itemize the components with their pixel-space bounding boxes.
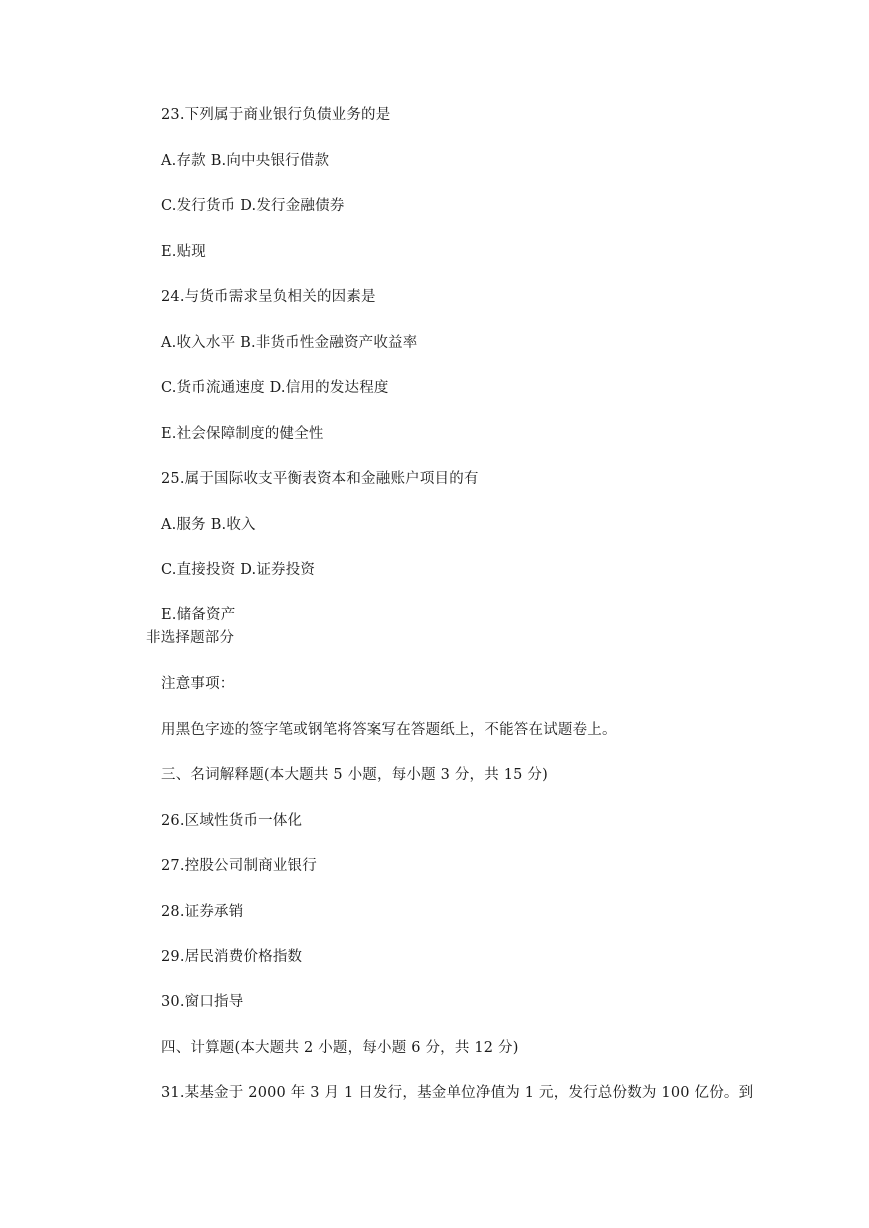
- notice-text: 用黑色字迹的签字笔或钢笔将答案写在答题纸上，不能答在试题卷上。: [161, 722, 617, 738]
- question-23-stem: 23.下列属于商业银行负债业务的是: [161, 107, 391, 123]
- question-24-stem: 24.与货币需求呈负相关的因素是: [161, 289, 376, 305]
- question-23-options-ab: A.存款 B.向中央银行借款: [161, 153, 330, 169]
- question-28: 28.证券承销: [161, 904, 244, 920]
- question-23-option-e: E.贴现: [161, 244, 206, 260]
- question-24-options-ab: A.收入水平 B.非货币性金融资产收益率: [161, 335, 418, 351]
- question-25-option-e: E.储备资产: [161, 607, 236, 623]
- section-heading-non-choice: 非选择题部分: [146, 630, 235, 646]
- section-three-heading: 三、名词解释题(本大题共 5 小题，每小题 3 分，共 15 分): [161, 767, 548, 783]
- question-23-options-cd: C.发行货币 D.发行金融债券: [161, 198, 345, 214]
- question-25-stem: 25.属于国际收支平衡表资本和金融账户项目的有: [161, 471, 479, 487]
- notice-heading: 注意事项：: [161, 676, 235, 692]
- question-30: 30.窗口指导: [161, 994, 244, 1010]
- question-31-stem: 31.某基金于 2000 年 3 月 1 日发行，基金单位净值为 1 元，发行总份数为 100 亿份。到: [161, 1085, 754, 1101]
- question-29: 29.居民消费价格指数: [161, 949, 303, 965]
- question-25-options-ab: A.服务 B.收入: [161, 517, 256, 533]
- section-four-heading: 四、计算题(本大题共 2 小题，每小题 6 分，共 12 分): [161, 1040, 519, 1056]
- question-24-option-e: E.社会保障制度的健全性: [161, 426, 324, 442]
- question-25-options-cd: C.直接投资 D.证券投资: [161, 562, 316, 578]
- question-24-options-cd: C.货币流通速度 D.信用的发达程度: [161, 380, 389, 396]
- question-27: 27.控股公司制商业银行: [161, 858, 317, 874]
- question-26: 26.区域性货币一体化: [161, 813, 303, 829]
